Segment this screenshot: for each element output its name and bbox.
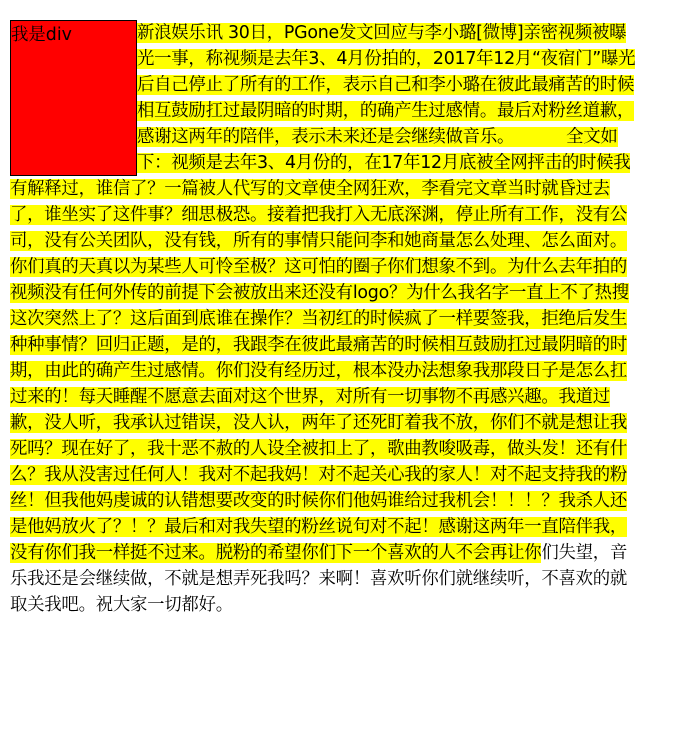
article-intro: 新浪娱乐讯 30日，PGone发文回应与李小璐[微博]亲密视频被曝光一事，称视频是去年3、4月份拍的，2017年12月“夜宿门”曝光后自己停止了所有的工作，表示自己和李小璐在彼此最痛苦的时候相互鼓励扛过最阴暗的时期，的确产生过感情。最后对粉丝道歉，感谢这两年的陪伴，表示未来还是会继续做音乐。 bbox=[137, 23, 636, 147]
article-tail: 们失望，音乐我还是会继续做，不就是想弄死我吗？来啊！喜欢听你们就继续听，不喜欢的就取关我吧。祝大家一切都好。 bbox=[10, 543, 628, 615]
article-container bbox=[10, 20, 636, 640]
paragraph-indent bbox=[514, 127, 566, 147]
floated-red-div: 我是div bbox=[10, 20, 137, 176]
article-body: 全文如下：视频是去年3、4月份的，在17年12月底被全网抨击的时候我有解释过，谁信了？一篇被人代写的文章使全网狂欢，李看完文章当时就昏过去了，谁坐实了这件事？细思极恐。接着把我打入无底深渊，停止所有工作，没有公司，没有公关团队，没有钱，所有的事情只能问李和她商量怎么处理、怎么面对。你们真的天真以为某些人可怜至极？这可怕的圈子你们想象不到。为什么去年拍的视频没有任何外传的前提下会被放出来还没有logo？为什么我名字一直上不了热搜这次突然上了？这后面到底谁在操作？当初红的时候疯了一样要签我，拒绝后发生种种事情？回归正题，是的，我跟李在彼此最痛苦的时候相互鼓励扛过最阴暗的时期，由此的确产生过感情。你们没有经历过，根本没办法想象我那段日子是怎么扛过来的！每天睡醒不愿意去面对这个世界，对所有一切事物不再感兴趣。我道过歉，没人听，我承认过错误，没人认，两年了还死盯着我不放，你们不就是想让我死吗？现在好了，我十恶不赦的人设全被扣上了，歌曲教唆吸毒，做头发！还有什么？我从没害过任何人！我对不起我妈！对不起关心我的家人！对不起支持我的粉丝！但我他妈虔诚的认错想要改变的时候你们他妈谁给过我机会！！！？我杀人还是他妈放火了？！？最后和对我失望的粉丝说句对不起！感谢这两年一直陪伴我，没有你们我一样挺不过来。脱粉的希望你们下一个喜欢的人不会再让你 bbox=[10, 127, 631, 563]
